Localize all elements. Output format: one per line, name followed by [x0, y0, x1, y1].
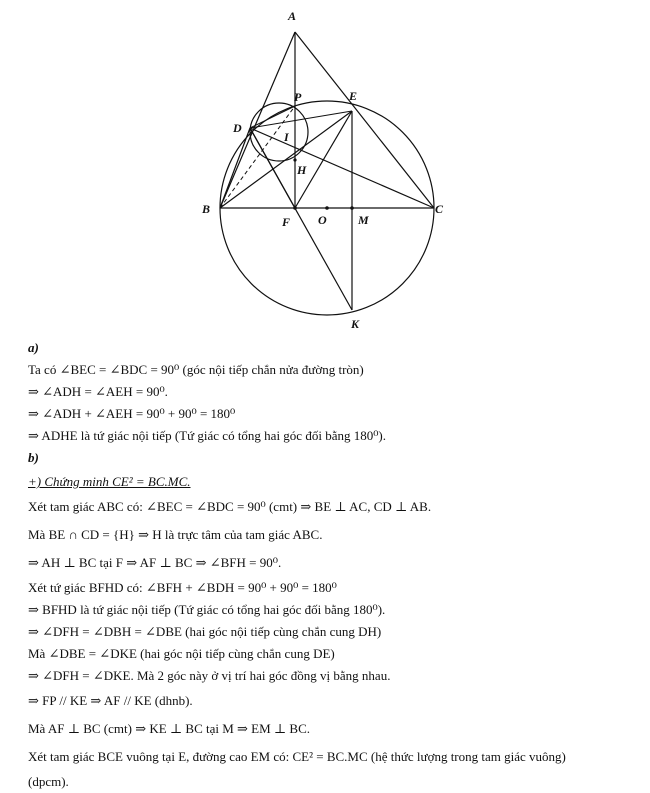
solution-text — [28, 337, 638, 793]
label-k: K — [351, 317, 360, 331]
label-f: F — [282, 215, 291, 229]
label-d: D — [233, 121, 242, 135]
part-a-line-3: ⇒ ∠ADH + ∠AEH = 90⁰ + 90⁰ = 180⁰ — [28, 406, 236, 421]
label-a: A — [288, 9, 297, 23]
label-e: E — [349, 89, 358, 103]
segment-cd — [250, 128, 434, 208]
part-b-subheading: +) Chứng minh CE² = BC.MC. — [28, 474, 191, 489]
part-a-line-1: Ta có ∠BEC = ∠BDC = 90⁰ (góc nội tiếp chắn nửa đường tròn) — [28, 362, 364, 377]
label-c: C — [435, 202, 444, 216]
part-a-heading: a) — [28, 340, 39, 355]
label-i: I — [284, 130, 289, 144]
part-b-line-10: Mà AF ⊥ BC (cmt) ⇒ KE ⊥ BC tại M ⇒ EM ⊥ BC. — [28, 721, 311, 736]
label-p: P — [294, 90, 302, 104]
geometry-figure — [0, 0, 650, 340]
point-o — [325, 206, 329, 210]
part-a-line-4: ⇒ ADHE là tứ giác nội tiếp (Tứ giác có tổng hai góc đối bằng 180⁰). — [28, 428, 387, 443]
point-h — [293, 158, 296, 161]
part-b-line-1: Xét tam giác ABC có: ∠BEC = ∠BDC = 90⁰ (cmt) ⇒ BE ⊥ AC, CD ⊥ AB. — [28, 499, 432, 514]
part-b-heading: b) — [28, 450, 39, 465]
part-a-line-2: ⇒ ∠ADH = ∠AEH = 90⁰. — [28, 384, 168, 399]
part-b-line-9: ⇒ FP // KE ⇒ AF // KE (dhnb). — [28, 693, 193, 708]
part-b-line-11: Xét tam giác BCE vuông tại E, đường cao EM có: CE² = BC.MC (hệ thức lượng trong tam giác vuông) — [28, 749, 566, 764]
part-b-line-12: (dpcm). — [28, 774, 69, 789]
part-b-line-8: ⇒ ∠DFH = ∠DKE. Mà 2 góc này ở vị trí hai góc đồng vị bằng nhau. — [28, 668, 391, 683]
point-f — [293, 206, 297, 210]
part-b-line-4: Xét tứ giác BFHD có: ∠BFH + ∠BDH = 90⁰ + 90⁰ = 180⁰ — [28, 580, 337, 595]
label-b: B — [202, 202, 211, 216]
part-b-line-2: Mà BE ∩ CD = {H} ⇒ H là trực tâm của tam giác ABC. — [28, 527, 323, 542]
part-b-line-6: ⇒ ∠DFH = ∠DBH = ∠DBE (hai góc nội tiếp cùng chắn cung DH) — [28, 624, 382, 639]
segment-ab — [220, 32, 295, 208]
label-o: O — [318, 213, 327, 227]
part-b-line-5: ⇒ BFHD là tứ giác nội tiếp (Tứ giác có tổng hai góc đối bằng 180⁰). — [28, 602, 386, 617]
label-h: H — [297, 163, 307, 177]
point-m — [350, 206, 354, 210]
segment-ef — [295, 111, 352, 208]
segment-ac — [295, 32, 434, 208]
label-m: M — [358, 213, 369, 227]
part-b-line-7: Mà ∠DBE = ∠DKE (hai góc nội tiếp cùng chắn cung DE) — [28, 646, 335, 661]
part-b-line-3: ⇒ AH ⊥ BC tại F ⇒ AF ⊥ BC ⇒ ∠BFH = 90⁰. — [28, 555, 282, 570]
segment-bd — [220, 128, 250, 208]
